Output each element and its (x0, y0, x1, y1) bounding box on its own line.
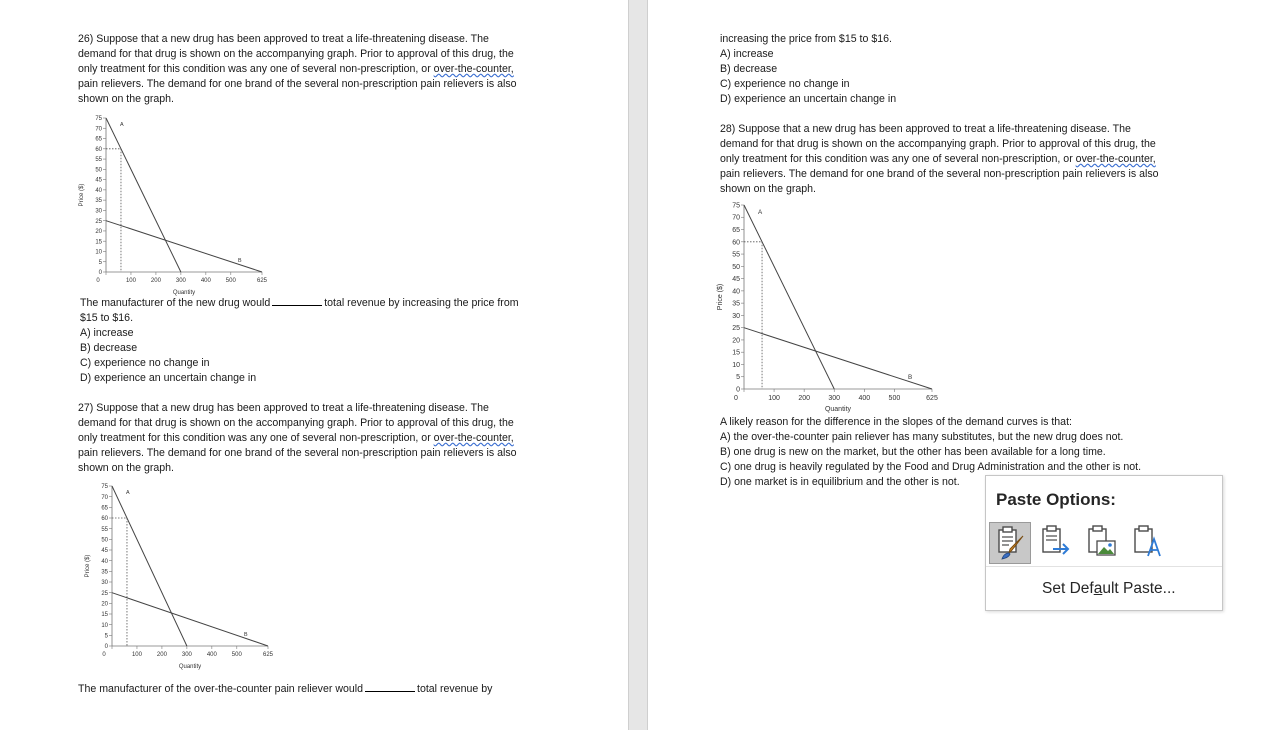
y-axis-label: Price ($) (79, 183, 85, 207)
q26-line-3 (78, 62, 517, 77)
paste-options-popup (985, 475, 1223, 611)
y-tick-label: 75 (732, 202, 740, 210)
q27-stem-line (78, 682, 492, 697)
x-tick-label: 300 (828, 395, 841, 402)
document-page-right (648, 0, 1262, 730)
y-tick-label: 60 (95, 146, 102, 153)
question-26-text (78, 32, 517, 107)
y-tick-label: 35 (101, 569, 108, 576)
y-tick-label: 5 (736, 374, 740, 382)
y-tick-label: 65 (101, 505, 108, 512)
y-tick-label: 5 (98, 259, 102, 266)
curve-label-a: A (126, 490, 130, 496)
keep-source-formatting-icon (990, 523, 1030, 563)
q28-option-d: D) one market is in equilibrium and the other is not. (720, 476, 960, 489)
q27-option-c: C) experience no change in (720, 78, 850, 91)
q26-stem-a: The manufacturer of the new drug would (80, 297, 271, 309)
keep-source-formatting-button[interactable] (989, 522, 1031, 564)
question-27-stem (78, 682, 492, 697)
y-tick-label: 15 (732, 349, 740, 357)
q26-line-1: 26) Suppose that a new drug has been approved to treat a life-threatening disease. The (78, 33, 489, 45)
x-tick-label: 625 (262, 652, 274, 658)
x-tick-label: 400 (206, 652, 217, 658)
page-gutter (628, 0, 648, 730)
y-tick-label: 65 (95, 136, 102, 143)
q26-line-4: pain relievers. The demand for one brand of the several non-prescription pain relievers is also (78, 78, 517, 91)
y-tick-label: 25 (101, 590, 108, 597)
y-tick-label: 45 (732, 276, 740, 284)
y-tick-label: 20 (732, 337, 740, 345)
y-tick-label: 70 (95, 126, 102, 133)
demand-line-b (744, 328, 932, 389)
q26-option-a: A) increase (80, 327, 134, 340)
q28-line-4: pain relievers. The demand for one brand of the several non-prescription pain relievers is also (720, 168, 1159, 181)
x-tick-label: 300 (175, 278, 186, 284)
x-tick-label: 100 (131, 652, 142, 658)
x-axis-label: Quantity (824, 406, 852, 413)
y-tick-label: 55 (732, 251, 740, 259)
question-26-stem (80, 296, 519, 387)
x-tick-label: 100 (125, 278, 136, 284)
set-default-text-b: ult Paste... (1102, 580, 1176, 597)
y-tick-label: 40 (732, 288, 740, 296)
q27-spellcheck-word[interactable]: over-the-counter, (433, 432, 514, 445)
y-tick-label: 5 (104, 633, 108, 640)
x-tick-label: 500 (225, 278, 236, 284)
q26-answer-blank (272, 296, 322, 306)
demand-line-b (106, 221, 262, 272)
y-tick-label: 45 (101, 548, 108, 555)
y-tick-label: 35 (732, 300, 740, 308)
q26-option-b: B) decrease (80, 342, 138, 355)
set-default-text-a: Set Def (1042, 580, 1094, 597)
y-tick-label: 30 (101, 580, 108, 587)
y-tick-label: 15 (95, 239, 102, 246)
y-axis-label: Price ($) (85, 554, 91, 578)
q27-option-a: A) increase (720, 48, 774, 61)
y-tick-label: 45 (95, 177, 102, 184)
x-tick-label: 400 (200, 278, 211, 284)
y-tick-label: 65 (732, 226, 740, 234)
paste-picture-button[interactable] (1081, 522, 1123, 564)
y-tick-label: 70 (101, 494, 108, 501)
set-default-paste-item[interactable] (1042, 580, 1176, 598)
y-tick-label: 60 (732, 239, 740, 247)
y-tick-label: 25 (95, 218, 102, 225)
x-tick-label: 300 (181, 652, 192, 658)
keep-text-only-icon (1127, 522, 1167, 562)
y-tick-label: 10 (95, 249, 102, 256)
demand-line-a (106, 118, 181, 272)
demand-chart-q27[interactable] (82, 480, 282, 672)
y-tick-label: 10 (732, 361, 740, 369)
question-28-text (720, 122, 1159, 197)
demand-chart-q26[interactable] (76, 112, 276, 298)
x-tick-label: 100 (768, 395, 780, 402)
y-tick-label: 15 (101, 612, 108, 619)
y-tick-label: 40 (95, 187, 102, 194)
q27-line-1: 27) Suppose that a new drug has been approved to treat a life-threatening disease. The (78, 402, 489, 414)
q28-option-a: A) the over-the-counter pain reliever has many substitutes, but the new drug does not. (720, 431, 1124, 444)
y-tick-label: 75 (95, 116, 102, 123)
q27-line-4: pain relievers. The demand for one brand of the several non-prescription pain relievers is also (78, 447, 517, 460)
curve-label-a: A (120, 122, 124, 128)
q28-line-3-text: only treatment for this condition was any one of several non-prescription, or (720, 153, 1076, 166)
y-tick-label: 30 (95, 208, 102, 215)
q27-stem-a: The manufacturer of the over-the-counter pain reliever would (78, 683, 364, 695)
q26-stem-c: $15 to $16. (80, 312, 134, 325)
y-tick-label: 55 (101, 526, 108, 533)
q27-answer-blank (365, 682, 415, 692)
curve-label-b: B (238, 258, 242, 264)
demand-line-b (112, 593, 268, 646)
y-tick-label: 25 (732, 325, 740, 333)
q27-line-5: shown on the graph. (78, 462, 175, 475)
x-tick-label: 400 (858, 395, 871, 402)
x-tick-label: 0 (102, 652, 106, 658)
keep-text-only-button[interactable] (1127, 522, 1169, 564)
y-tick-label: 50 (732, 263, 740, 271)
y-tick-label: 40 (101, 558, 108, 565)
question-27-text (78, 401, 517, 476)
q26-stem-b: total revenue by increasing the price from (324, 297, 519, 309)
q28-option-c: C) one drug is heavily regulated by the Food and Drug Administration and the other is not. (720, 461, 1142, 474)
q27-option-d: D) experience an uncertain change in (720, 93, 897, 106)
demand-line-a (744, 205, 834, 389)
q26-spellcheck-word[interactable]: over-the-counter, (433, 63, 514, 76)
y-tick-label: 30 (732, 312, 740, 320)
x-tick-label: 200 (156, 652, 167, 658)
y-tick-label: 0 (736, 386, 740, 394)
q28-line-1: 28) Suppose that a new drug has been approved to treat a life-threatening disease. The (720, 123, 1131, 135)
q27-continued-line: increasing the price from $15 to $16. (720, 33, 892, 45)
q28-option-b: B) one drug is new on the market, but the other has been available for a long time. (720, 446, 1106, 459)
q26-option-c: C) experience no change in (80, 357, 210, 370)
y-tick-label: 20 (101, 601, 108, 608)
q27-line-3-text: only treatment for this condition was any one of several non-prescription, or (78, 432, 434, 445)
x-tick-label: 625 (256, 278, 268, 284)
x-tick-label: 500 (888, 395, 901, 402)
q28-line-2: demand for that drug is shown on the accompanying graph. Prior to approval of this drug, the (720, 138, 1156, 151)
paste-options-separator (986, 566, 1222, 567)
y-tick-label: 70 (732, 214, 740, 222)
x-axis-label: Quantity (178, 664, 202, 670)
q26-line-2: demand for that drug is shown on the accompanying graph. Prior to approval of this drug, the (78, 48, 514, 61)
paste-picture-icon (1081, 522, 1121, 562)
x-tick-label: 625 (926, 395, 938, 402)
question-27-continued (720, 32, 896, 107)
y-tick-label: 35 (95, 198, 102, 205)
y-tick-label: 0 (98, 270, 102, 277)
y-tick-label: 55 (95, 157, 102, 164)
x-tick-label: 0 (734, 395, 738, 402)
y-tick-label: 20 (95, 229, 102, 236)
q28-line-5: shown on the graph. (720, 183, 817, 196)
set-default-mnemonic: a (1093, 580, 1103, 597)
x-tick-label: 500 (231, 652, 242, 658)
q27-option-b: B) decrease (720, 63, 778, 76)
document-page-left (0, 0, 628, 730)
x-tick-label: 200 (798, 395, 811, 402)
y-tick-label: 50 (101, 537, 108, 544)
q26-line-3-text: only treatment for this condition was any one of several non-prescription, or (78, 63, 434, 76)
y-tick-label: 10 (101, 622, 108, 629)
x-tick-label: 0 (96, 278, 100, 284)
paste-options-title: Paste Options: (996, 490, 1116, 509)
q27-line-3 (78, 431, 517, 446)
merge-formatting-button[interactable] (1035, 522, 1077, 564)
q26-line-5: shown on the graph. (78, 93, 175, 106)
curve-label-b: B (244, 632, 248, 638)
demand-chart-q28[interactable] (714, 199, 946, 415)
q28-stem-line: A likely reason for the difference in the slopes of the demand curves is that: (720, 416, 1072, 428)
y-tick-label: 0 (104, 644, 108, 651)
q27-line-2: demand for that drug is shown on the accompanying graph. Prior to approval of this drug, the (78, 417, 514, 430)
curve-label-a: A (758, 209, 763, 216)
q27-stem-b: total revenue by (417, 683, 493, 695)
q28-line-3 (720, 152, 1159, 167)
x-axis-label: Quantity (172, 290, 196, 296)
q26-option-d: D) experience an uncertain change in (80, 372, 257, 385)
y-tick-label: 50 (95, 167, 102, 174)
y-tick-label: 60 (101, 516, 108, 523)
x-tick-label: 200 (150, 278, 161, 284)
y-tick-label: 75 (101, 484, 108, 491)
curve-label-b: B (908, 374, 913, 381)
demand-line-a (112, 486, 187, 646)
y-axis-label: Price ($) (717, 283, 724, 311)
merge-formatting-icon (1035, 522, 1075, 562)
q26-stem-line (80, 296, 519, 311)
q28-spellcheck-word[interactable]: over-the-counter, (1075, 153, 1156, 166)
